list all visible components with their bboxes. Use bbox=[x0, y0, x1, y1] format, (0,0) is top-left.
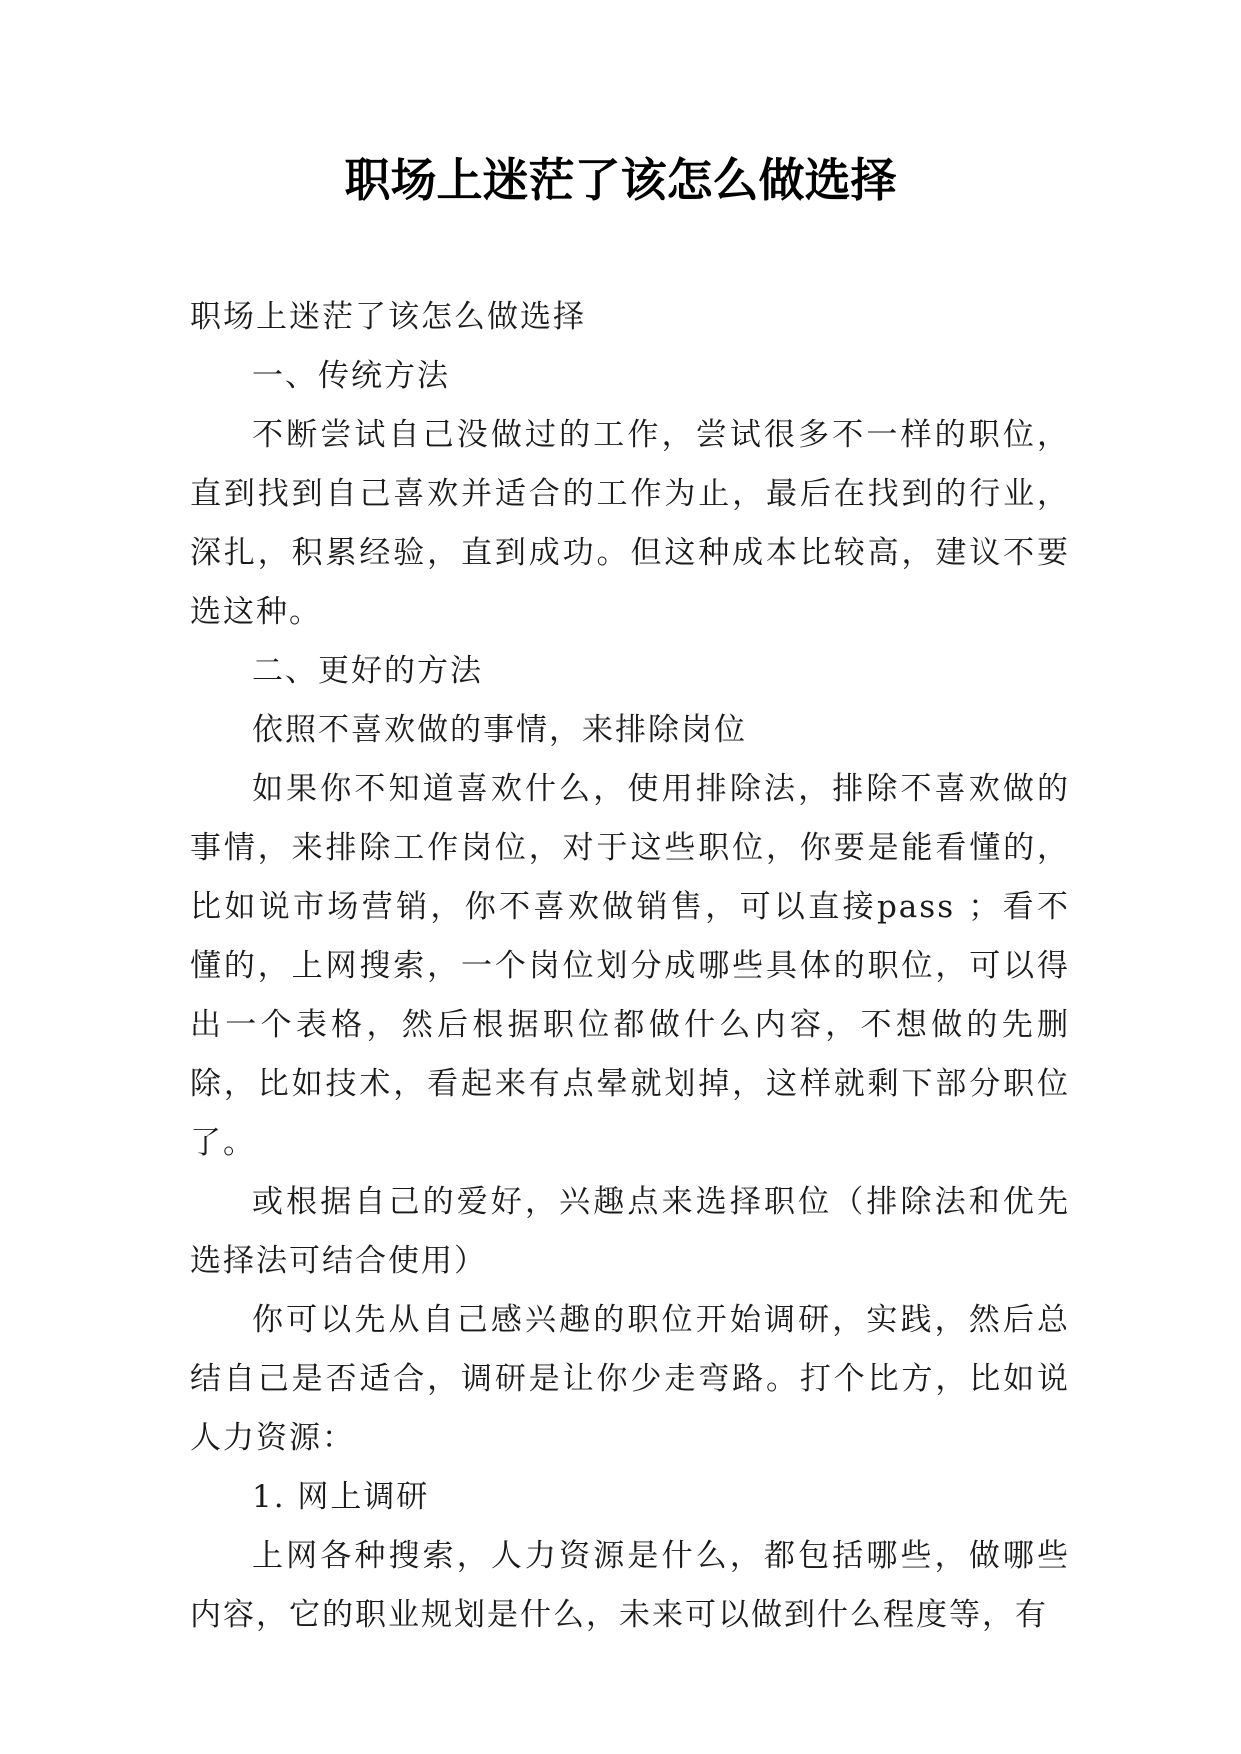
paragraph: 不断尝试自己没做过的工作，尝试很多不一样的职位，直到找到自己喜欢并适合的工作为止，最后在找到的行业，深扎，积累经验，直到成功。但这种成本比较高，建议不要选这种。 bbox=[190, 417, 1070, 630]
document-body bbox=[190, 288, 1070, 1645]
paragraph: 依照不喜欢做的事情，来排除岗位 bbox=[252, 712, 747, 748]
paragraph: 如果你不知道喜欢什么，使用排除法，排除不喜欢做的事情，来排除工作岗位，对于这些职位，你要是能看懂的，比如说市场营销，你不喜欢做销售，可以直接pass ；看不懂的，上网搜索，一个岗位划分成哪些具体的职位，可以得出一个表格，然后根据职位都做什么内容，不想做的先删除，比如技术，看起来有点晕就划掉，这样就剩下部分职位了。 bbox=[190, 771, 1070, 1161]
paragraph: 职场上迷茫了该怎么做选择 bbox=[190, 299, 586, 335]
document-title: 职场上迷茫了该怎么做选择 bbox=[344, 153, 897, 207]
paragraph: 你可以先从自己感兴趣的职位开始调研，实践，然后总结自己是否适合，调研是让你少走弯路。打个比方，比如说人力资源： bbox=[190, 1302, 1070, 1456]
paragraph: 二、更好的方法 bbox=[252, 653, 483, 689]
paragraph: 或根据自己的爱好，兴趣点来选择职位（排除法和优先选择法可结合使用） bbox=[190, 1184, 1070, 1279]
paragraph: 一、传统方法 bbox=[252, 358, 450, 394]
paragraph: 上网各种搜索，人力资源是什么，都包括哪些，做哪些内容，它的职业规划是什么，未来可以做到什么程度等，有 bbox=[190, 1538, 1070, 1633]
paragraph: 1. 网上调研 bbox=[252, 1479, 430, 1515]
